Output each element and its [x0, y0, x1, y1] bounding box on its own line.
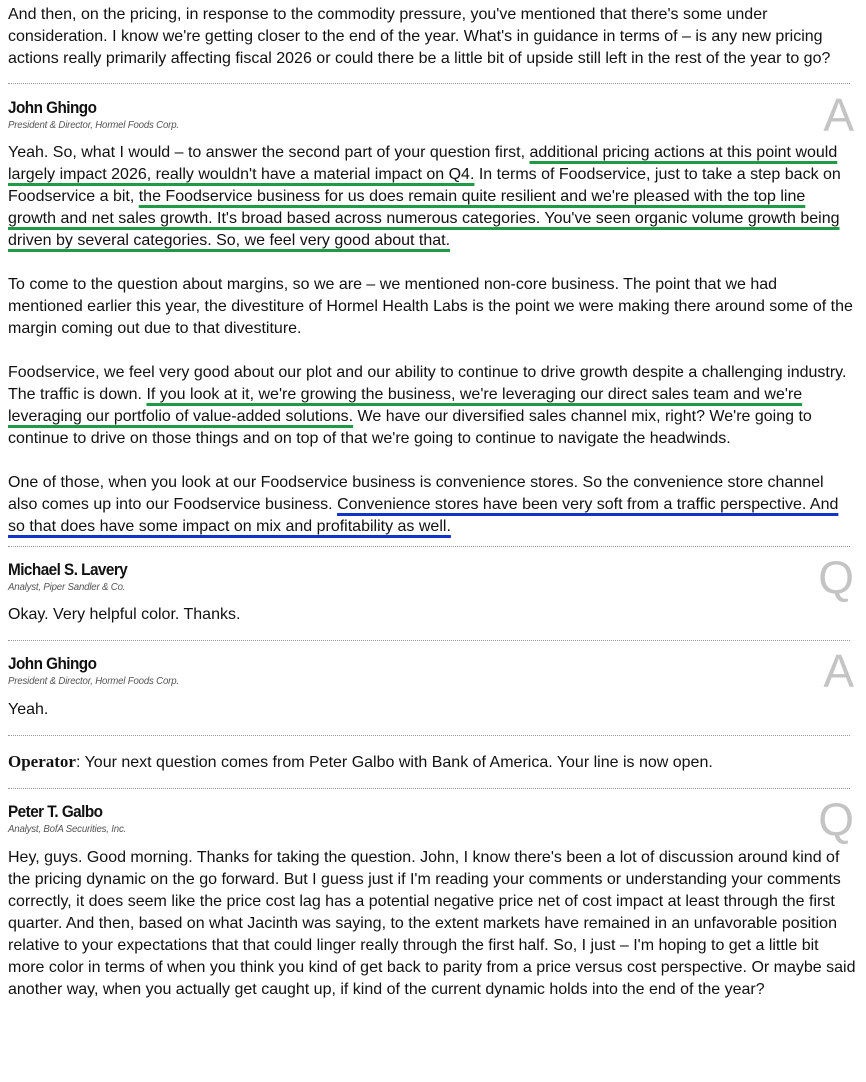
- question-paragraph: Hey, guys. Good morning. Thanks for taking the question. John, I know there's been a lot of discussion around kind of the pricing dynamic on the go forward. But I guess just if I'm reading your comments or understanding your comments correctly, it does seem like the price cost lag has a potential negative price net of cost impact at least through the first quarter. And then, based on what Jacinth was saying, to the extent markets have remained in an unfavorable position relative to your expectations that that could linger really through the first half. So, I just – I'm hoping to get a little bit more color in terms of when you think you kind of get back to parity from a price versus cost perspective. Or maybe said another way, when you actually get caught up, if kind of the current dynamic holds into the end of the year?: [8, 849, 856, 998]
- operator-paragraph: [8, 751, 856, 774]
- speaker-name: John Ghingo: [8, 98, 97, 117]
- answer-text: One of those, when you look at our Foodservice business is convenience stores. So the convenience store channel also comes up into our Foodservice business.: [8, 474, 824, 513]
- speaker-role: President & Director, Hormel Foods Corp.: [8, 675, 179, 687]
- answer-marker-icon: A: [823, 645, 854, 697]
- answer-text: In terms of Foodservice, just to take a step back on Foodservice a bit,: [8, 166, 841, 205]
- speaker-header: [8, 551, 856, 603]
- speaker-header: [8, 793, 856, 845]
- section-divider: [8, 83, 850, 84]
- question-paragraph: Okay. Very helpful color. Thanks.: [8, 606, 241, 623]
- answer-marker-icon: A: [823, 89, 854, 141]
- speaker-role: Analyst, BofA Securities, Inc.: [8, 823, 127, 835]
- section-divider: [8, 640, 850, 641]
- answer-paragraph: [8, 142, 856, 252]
- section-divider: [8, 735, 850, 736]
- transcript-page: [8, 4, 856, 1001]
- operator-label: Operator: [8, 752, 76, 771]
- operator-text: : Your next question comes from Peter Galbo with Bank of America. Your line is now open.: [75, 754, 713, 771]
- speaker-name: Michael S. Lavery: [8, 560, 128, 579]
- speaker-name: John Ghingo: [8, 654, 97, 673]
- green-highlight: the Foodservice business for us does remain quite resilient and we're pleased with the top line growth and net sales growth. It's broad based across numerous categories. You've seen organic volume growth being driven by several categories. So, we feel very good about that.: [8, 188, 840, 249]
- question-paragraph: And then, on the pricing, in response to the commodity pressure, you've mentioned that there's some under consideration. I know we're getting closer to the end of the year. What's in guidance in terms of – is any new pricing actions really primarily affecting fiscal 2026 or could there be a little bit of upside still left in the rest of the year to go?: [8, 6, 831, 67]
- question-marker-icon: Q: [818, 793, 854, 845]
- answer-paragraph: Yeah.: [8, 701, 49, 718]
- speaker-role: President & Director, Hormel Foods Corp.: [8, 119, 179, 131]
- speaker-role: Analyst, Piper Sandler & Co.: [8, 581, 126, 593]
- speaker-name: Peter T. Galbo: [8, 802, 103, 821]
- section-divider: [8, 788, 850, 789]
- answer-paragraph: [8, 472, 856, 538]
- green-highlight: If you look at it, we're growing the business, we're leveraging our direct sales team and we're leveraging our portfolio of value-added solutions.: [8, 386, 803, 425]
- green-highlight: additional pricing actions at this point would largely impact 2026, really wouldn't have a material impact on Q4.: [8, 144, 838, 183]
- answer-paragraph: To come to the question about margins, so we are – we mentioned non-core business. The point that we had mentioned earlier this year, the divestiture of Hormel Health Labs is the point we were making there around some of the margin coming out due to that divestiture.: [8, 276, 853, 337]
- blue-highlight: Convenience stores have been very soft from a traffic perspective. And so that does have some impact on mix and profitability as well.: [8, 496, 839, 535]
- answer-text: We have our diversified sales channel mix, right? We're going to continue to drive on those things and on top of that we're going to continue to navigate the headwinds.: [8, 408, 812, 447]
- section-divider: [8, 546, 850, 547]
- question-marker-icon: Q: [818, 551, 854, 603]
- speaker-header: [8, 89, 856, 141]
- answer-paragraph: [8, 362, 856, 450]
- answer-text: Foodservice, we feel very good about our plot and our ability to continue to drive growth despite a challenging industry. The traffic is down.: [8, 364, 847, 403]
- speaker-header: [8, 645, 856, 697]
- answer-text: Yeah. So, what I would – to answer the second part of your question first,: [8, 144, 530, 161]
